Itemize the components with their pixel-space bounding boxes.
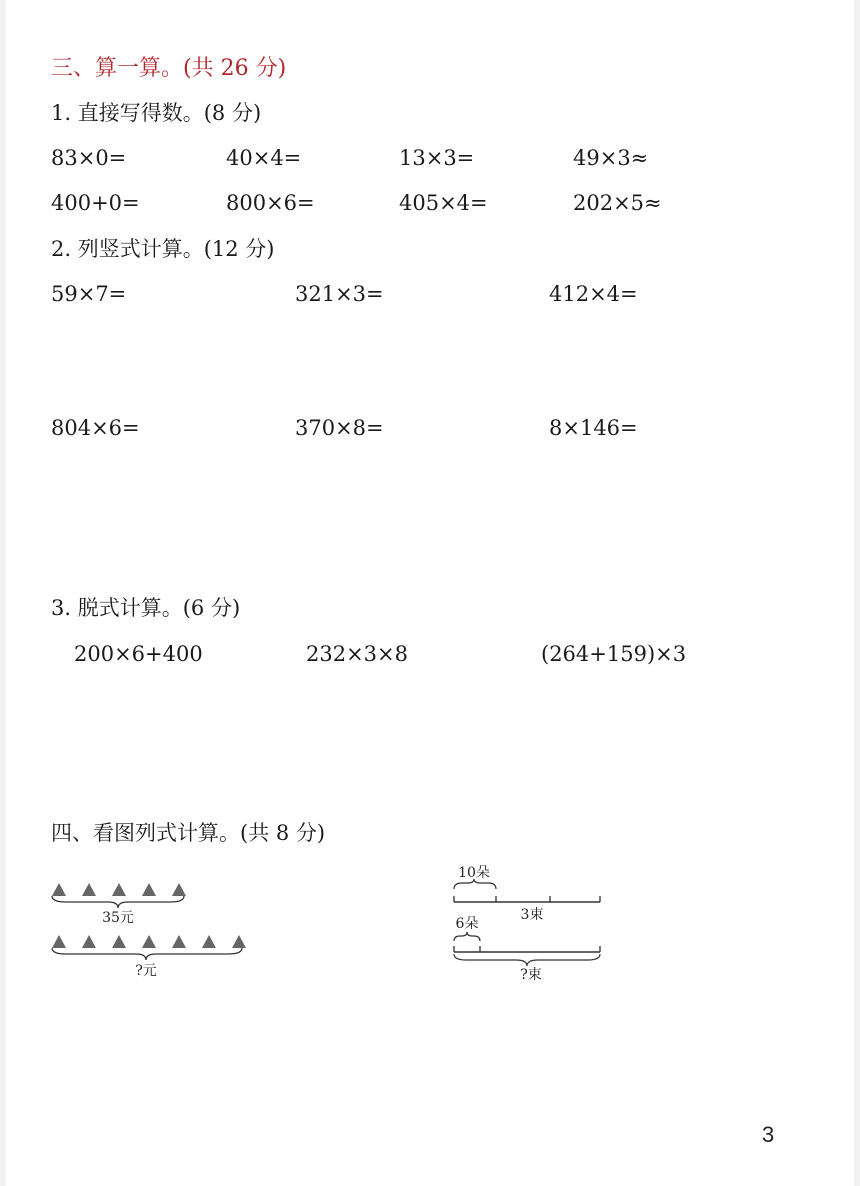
q1-problem: 83×0= (51, 146, 127, 170)
triangle-icon (82, 935, 96, 948)
brace-label-top: 35元 (102, 910, 134, 926)
triangles-price-diagram (46, 872, 266, 987)
q1-problem: 202×5≈ (573, 191, 662, 215)
triangle-icon (172, 883, 186, 896)
segment-label-10: 10朵 (458, 865, 490, 881)
q3-problem: 232×3×8 (306, 642, 408, 666)
section3-title: 三、算一算。(共 26 分) (51, 56, 287, 81)
brace-6 (454, 932, 480, 941)
triangle-icon (142, 883, 156, 896)
brace-total (454, 954, 600, 966)
segment-label-total: ?束 (520, 967, 542, 983)
triangle-icon (202, 935, 216, 948)
triangle-icon (172, 935, 186, 948)
triangle-icon (112, 935, 126, 948)
q1-problem: 13×3= (399, 146, 475, 170)
q2-problem: 804×6= (51, 416, 140, 440)
q3-problem: 200×6+400 (74, 642, 203, 666)
q2-problem: 321×3= (295, 282, 384, 306)
segment-label-3: 3束 (520, 907, 544, 923)
q1-problem: 405×4= (399, 191, 488, 215)
q1-problem: 800×6= (226, 191, 315, 215)
q2-problem: 370×8= (295, 416, 384, 440)
q2-title: 2. 列竖式计算。(12 分) (51, 237, 275, 261)
worksheet-page (6, 0, 854, 1186)
triangle-icon (52, 883, 66, 896)
q1-title: 1. 直接写得数。(8 分) (51, 101, 262, 125)
flower-bundle-diagram (446, 855, 616, 985)
triangle-icon (52, 935, 66, 948)
brace-label-bottom: ?元 (135, 963, 157, 979)
q2-problem: 412×4= (549, 282, 638, 306)
triangle-icon (82, 883, 96, 896)
triangle-icon (112, 883, 126, 896)
q1-problem: 400+0= (51, 191, 140, 215)
q2-problem: 8×146= (549, 416, 638, 440)
q3-title: 3. 脱式计算。(6 分) (51, 596, 241, 620)
q1-problem: 49×3≈ (573, 146, 649, 170)
q1-problem: 40×4= (226, 146, 302, 170)
brace-top (52, 896, 184, 908)
triangle-icon (142, 935, 156, 948)
triangle-icon (232, 935, 246, 948)
q3-problem: (264+159)×3 (541, 642, 687, 666)
q2-problem: 59×7= (51, 282, 127, 306)
page-number: 3 (762, 1122, 775, 1147)
section4-title: 四、看图列式计算。(共 8 分) (51, 821, 326, 845)
brace-bottom (52, 948, 242, 960)
segment-label-6: 6朵 (455, 916, 479, 932)
